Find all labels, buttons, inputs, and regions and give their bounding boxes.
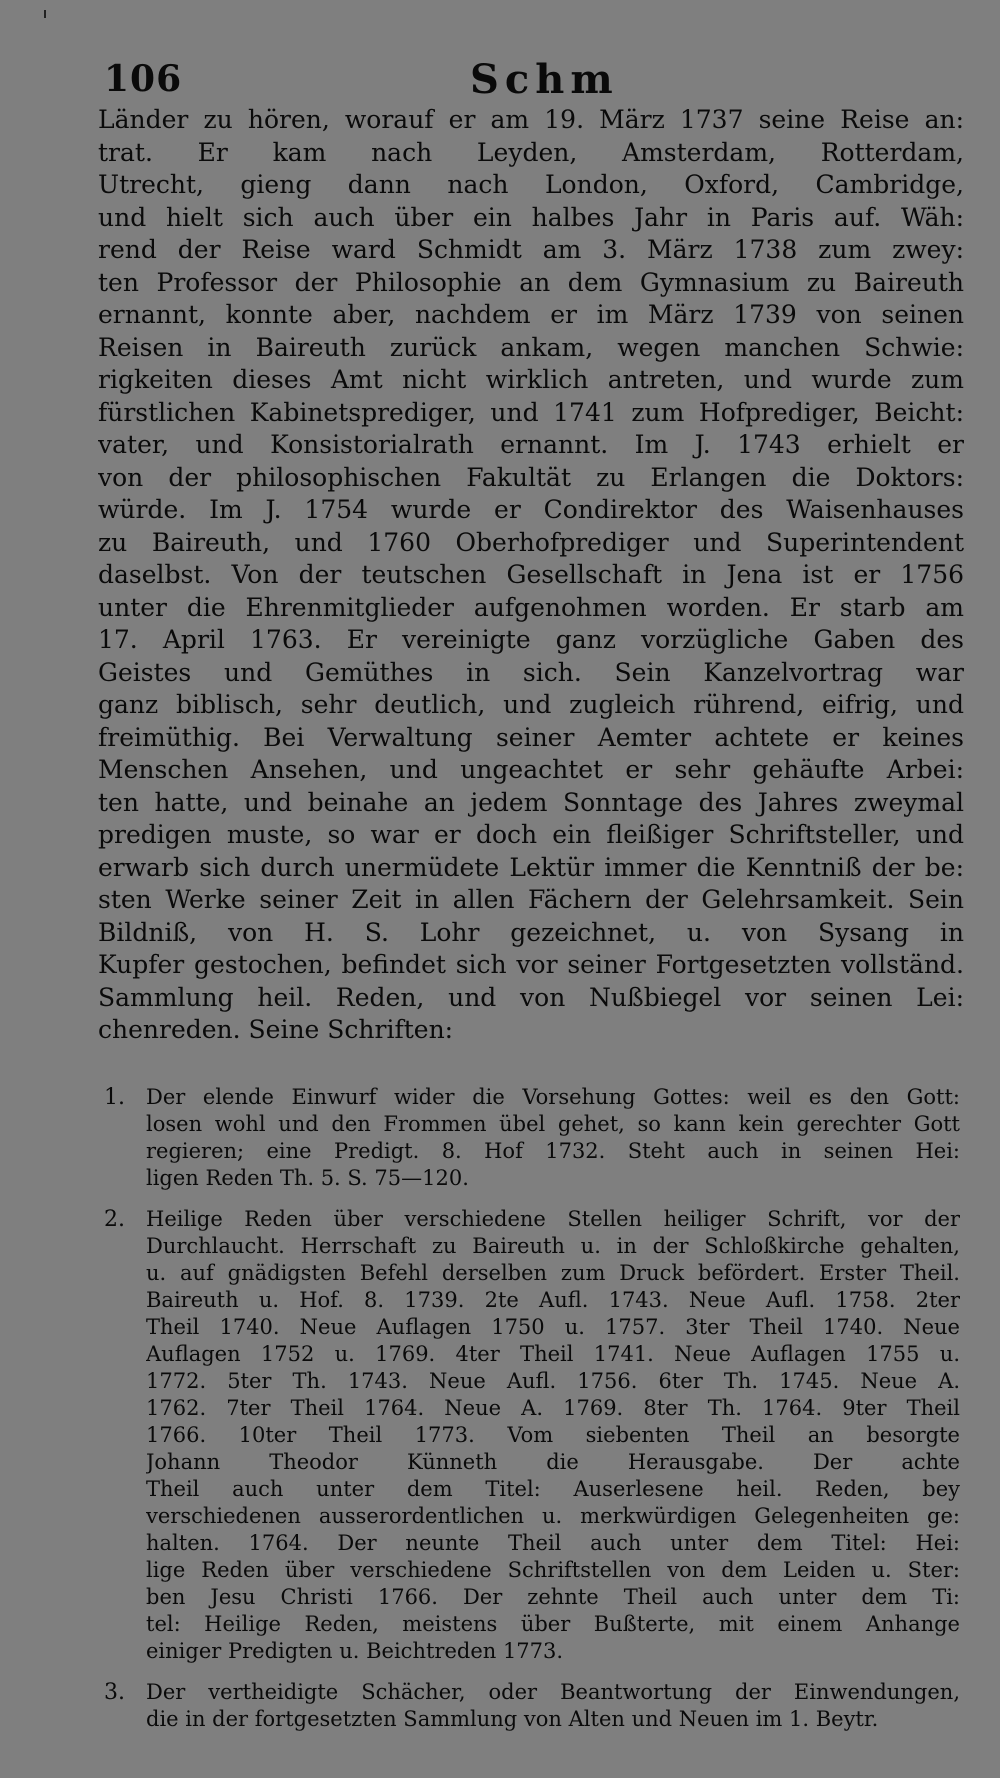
body-line: ernannt, konnte aber, nachdem er im März 1739 von seinen: [98, 300, 964, 329]
body-line: und hielt sich auch über ein halbes Jahr in Paris auf. Wäh:: [98, 202, 964, 232]
works-list: [104, 1084, 960, 1747]
work-line: u. auf gnädigsten Befehl derselben zum Druck befördert. Erster Theil.: [146, 1261, 960, 1285]
work-line: Baireuth u. Hof. 8. 1739. 2te Aufl. 1743. Neue Aufl. 1758. 2ter: [146, 1288, 960, 1312]
work-line: Auflagen 1752 u. 1769. 4ter Theil 1741. Neue Auflagen 1755 u.: [146, 1342, 960, 1366]
work-text: [146, 1679, 960, 1733]
work-text: [146, 1084, 960, 1192]
body-line: zu Baireuth, und 1760 Oberhofprediger und Superintendent: [98, 527, 964, 557]
body-line: Kupfer gestochen, befindet sich vor seiner Fortgesetzten vollständ.: [98, 950, 964, 979]
work-text: [146, 1206, 960, 1665]
work-line: 1762. 7ter Theil 1764. Neue A. 1769. 8ter Th. 1764. 9ter Theil: [146, 1396, 960, 1420]
body-line: chenreden. Seine Schriften:: [98, 1015, 454, 1044]
work-line: losen wohl und den Frommen übel gehet, so kann kein gerechter Gott: [146, 1112, 960, 1136]
body-line: rigkeiten dieses Amt nicht wirklich antreten, und wurde zum: [98, 365, 964, 394]
work-entry: [104, 1084, 960, 1192]
body-line: unter die Ehrenmitglieder aufgenohmen worden. Er starb am: [98, 592, 964, 622]
body-line: daselbst. Von der teutschen Gesellschaft in Jena ist er 1756: [98, 560, 964, 589]
body-line: ten Professor der Philosophie an dem Gymnasium zu Baireuth: [98, 267, 964, 297]
work-number: 1.: [104, 1085, 125, 1110]
work-entry: [104, 1206, 960, 1665]
body-line: trat. Er kam nach Leyden, Amsterdam, Rotterdam,: [98, 137, 964, 167]
body-line: würde. Im J. 1754 wurde er Condirektor des Waisenhauses: [98, 495, 964, 524]
work-line: Der elende Einwurf wider die Vorsehung Gottes: weil es den Gott:: [146, 1085, 960, 1109]
work-line: regieren; eine Predigt. 8. Hof 1732. Steht auch in seinen Hei:: [146, 1139, 960, 1163]
body-line: freimüthig. Bei Verwaltung seiner Aemter achtete er keines: [98, 722, 964, 752]
body-line: ganz biblisch, sehr deutlich, und zugleich rührend, eifrig, und: [98, 690, 964, 719]
work-entry: [104, 1679, 960, 1733]
body-line: 17. April 1763. Er vereinigte ganz vorzügliche Gaben des: [98, 625, 964, 654]
body-line: Länder zu hören, worauf er am 19. März 1737 seine Reise an:: [98, 105, 964, 134]
body-line: Utrecht, gieng dann nach London, Oxford, Cambridge,: [98, 170, 964, 199]
work-number: 3.: [104, 1680, 125, 1705]
body-text: [98, 104, 964, 1047]
work-line: 1772. 5ter Th. 1743. Neue Aufl. 1756. 6ter Th. 1745. Neue A.: [146, 1369, 960, 1393]
work-line: ligen Reden Th. 5. S. 75—120.: [146, 1166, 469, 1190]
work-line: lige Reden über verschiedene Schriftstellen von dem Leiden u. Ster:: [146, 1558, 960, 1582]
body-line: sten Werke seiner Zeit in allen Fächern der Gelehrsamkeit. Sein: [98, 885, 964, 914]
work-line: einiger Predigten u. Beichtreden 1773.: [146, 1639, 564, 1663]
body-line: erwarb sich durch unermüdete Lektür immer die Kenntniß der be:: [98, 852, 964, 882]
body-line: von der philosophischen Fakultät zu Erlangen die Doktors:: [98, 462, 964, 492]
body-line: Bildniß, von H. S. Lohr gezeichnet, u. von Sysang in: [98, 917, 964, 947]
body-line: ten hatte, und beinahe an jedem Sonntage des Jahres zweymal: [98, 787, 964, 817]
work-line: 1766. 10ter Theil 1773. Vom siebenten Theil an besorgte: [146, 1423, 960, 1447]
work-line: Theil 1740. Neue Auflagen 1750 u. 1757. 3ter Theil 1740. Neue: [146, 1315, 960, 1339]
work-line: Johann Theodor Künneth die Herausgabe. Der achte: [146, 1450, 960, 1474]
work-line: Durchlaucht. Herrschaft zu Baireuth u. in der Schloßkirche gehalten,: [146, 1234, 960, 1258]
scan-speck: [44, 10, 46, 18]
work-line: ben Jesu Christi 1766. Der zehnte Theil auch unter dem Ti:: [146, 1585, 960, 1609]
work-line: Theil auch unter dem Titel: Auserlesene heil. Reden, bey: [146, 1477, 960, 1501]
body-line: Menschen Ansehen, und ungeachtet er sehr gehäufte Arbei:: [98, 755, 964, 784]
body-line: fürstlichen Kabinetsprediger, und 1741 zum Hofprediger, Beicht:: [98, 397, 964, 427]
page-number: 106: [104, 58, 183, 100]
body-line: Reisen in Baireuth zurück ankam, wegen manchen Schwie:: [98, 332, 964, 362]
work-number: 2.: [104, 1207, 125, 1232]
body-line: vater, und Konsistorialrath ernannt. Im J. 1743 erhielt er: [98, 430, 964, 459]
running-head: Schm: [470, 56, 619, 103]
work-line: tel: Heilige Reden, meistens über Bußterte, mit einem Anhange: [146, 1612, 960, 1636]
body-line: rend der Reise ward Schmidt am 3. März 1738 zum zwey:: [98, 235, 964, 264]
body-line: Geistes und Gemüthes in sich. Sein Kanzelvortrag war: [98, 657, 964, 687]
work-line: Der vertheidigte Schächer, oder Beantwortung der Einwendungen,: [146, 1680, 960, 1704]
body-line: Sammlung heil. Reden, und von Nußbiegel vor seinen Lei:: [98, 982, 964, 1012]
work-line: die in der fortgesetzten Sammlung von Alten und Neuen im 1. Beytr.: [146, 1707, 879, 1731]
work-line: Heilige Reden über verschiedene Stellen heiliger Schrift, vor der: [146, 1207, 960, 1231]
work-line: verschiedenen ausserordentlichen u. merkwürdigen Gelegenheiten ge:: [146, 1504, 960, 1528]
body-line: predigen muste, so war er doch ein fleißiger Schriftsteller, und: [98, 820, 964, 849]
work-line: halten. 1764. Der neunte Theil auch unter dem Titel: Hei:: [146, 1531, 960, 1555]
